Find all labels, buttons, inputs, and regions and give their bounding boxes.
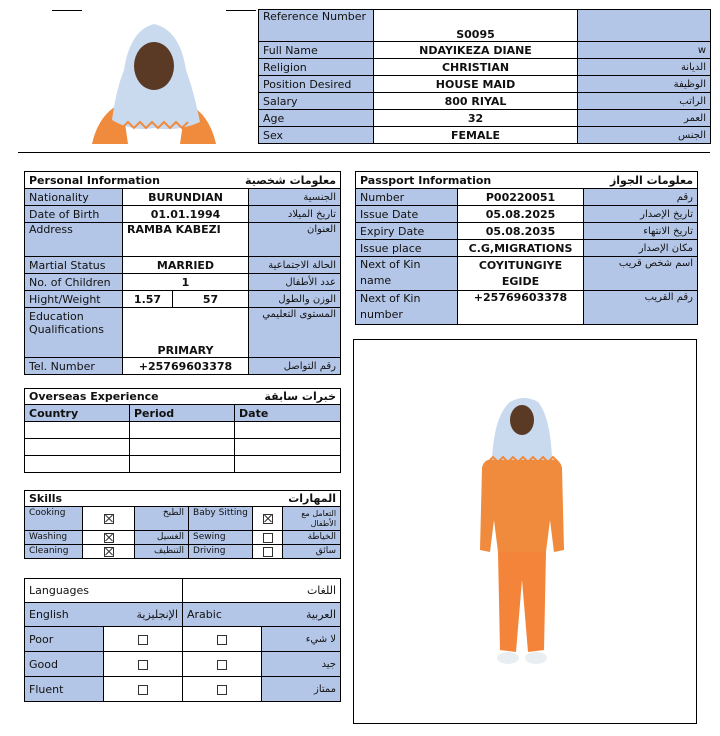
level-poor-ar: لا شيء [262, 627, 341, 652]
level-good-ar: جيد [262, 652, 341, 677]
kin-name-label: Next of Kin name [356, 257, 458, 291]
kin-number-value: +25769603378 [458, 291, 584, 325]
portrait-photo [52, 10, 256, 144]
height-value: 1.57 [123, 291, 173, 308]
religion-label: Religion [259, 59, 374, 76]
children-value: 1 [123, 274, 249, 291]
issue-place-value: C.G,MIGRATIONS [458, 240, 584, 257]
education-label: Education Qualifications [25, 308, 123, 358]
english-header [25, 603, 183, 627]
table-row [25, 422, 341, 439]
arabic-good-checkbox[interactable] [217, 660, 227, 670]
education-value: PRIMARY [123, 308, 249, 358]
personal-info-title: Personal Information [25, 172, 173, 189]
marital-ar: الحالة الاجتماعية [249, 257, 341, 274]
age-ar: العمر [578, 110, 711, 127]
washing-checkbox[interactable] [104, 533, 114, 543]
cleaning-checkbox[interactable] [104, 547, 114, 557]
kin-name-line2: EGIDE [501, 274, 540, 288]
skill-sewing-ar: الخياطة [283, 531, 341, 545]
reference-value: S0095 [374, 10, 578, 42]
english-poor-checkbox[interactable] [138, 635, 148, 645]
weight-value: 57 [173, 291, 249, 308]
level-fluent-ar: ممتاز [262, 677, 341, 702]
personal-info-table [24, 171, 341, 375]
overseas-title: Overseas Experience [25, 389, 235, 405]
marital-label: Martial Status [25, 257, 123, 274]
english-label: English [29, 608, 69, 621]
languages-title-ar: اللغات [183, 579, 341, 603]
sex-value: FEMALE [374, 127, 578, 144]
kin-name-ar: اسم شخص قريب [584, 257, 698, 291]
issue-date-value: 05.08.2025 [458, 206, 584, 223]
dob-label: Date of Birth [25, 206, 123, 223]
skill-cooking: Cooking [25, 507, 83, 531]
tel-label: Tel. Number [25, 358, 123, 375]
overseas-table [24, 388, 341, 473]
expiry-date-label: Expiry Date [356, 223, 458, 240]
section-divider [18, 152, 710, 153]
driving-checkbox[interactable] [263, 547, 273, 557]
skill-sewing: Sewing [189, 531, 253, 545]
english-label-ar: الإنجليزية [136, 608, 178, 621]
issue-date-label: Issue Date [356, 206, 458, 223]
passport-number-ar: رقم [584, 189, 698, 206]
dob-ar: تاريخ الميلاد [249, 206, 341, 223]
table-row [25, 439, 341, 456]
skills-title-ar: المهارات [189, 491, 341, 507]
arabic-fluent-checkbox[interactable] [217, 685, 227, 695]
full-name-label: Full Name [259, 42, 374, 59]
skill-cleaning: Cleaning [25, 545, 83, 559]
level-fluent: Fluent [25, 677, 104, 702]
dob-value: 01.01.1994 [123, 206, 249, 223]
issue-place-ar: مكان الإصدار [584, 240, 698, 257]
address-label: Address [25, 223, 123, 257]
kin-name-line1: COYITUNGIYE [478, 258, 563, 272]
skill-washing: Washing [25, 531, 83, 545]
kin-number-ar: رقم القريب [584, 291, 698, 325]
address-value: RAMBA KABEZI [123, 223, 249, 257]
passport-number-value: P00220051 [458, 189, 584, 206]
header-table [258, 9, 711, 144]
skill-cleaning-ar: التنظيف [135, 545, 189, 559]
tel-ar: رقم التواصل [249, 358, 341, 375]
education-ar: المستوى التعليمي [249, 308, 341, 358]
full-name-value: NDAYIKEZA DIANE [374, 42, 578, 59]
nationality-ar: الجنسية [249, 189, 341, 206]
arabic-label-ar: العربية [305, 608, 337, 621]
skill-driving-ar: سائق [283, 545, 341, 559]
address-ar: العنوان [249, 223, 341, 257]
skills-title: Skills [25, 491, 189, 507]
sex-ar: الجنس [578, 127, 711, 144]
english-fluent-checkbox[interactable] [138, 685, 148, 695]
skill-baby-sitting-ar: التعامل مع الأطفال [283, 507, 341, 531]
full-name-ar: w [578, 42, 711, 59]
sewing-checkbox[interactable] [263, 533, 273, 543]
skill-cooking-ar: الطبخ [135, 507, 189, 531]
marital-value: MARRIED [123, 257, 249, 274]
cooking-checkbox[interactable] [104, 514, 114, 524]
passport-number-label: Number [356, 189, 458, 206]
height-weight-ar: الوزن والطول [249, 291, 341, 308]
baby-sitting-checkbox[interactable] [263, 514, 273, 524]
level-good: Good [25, 652, 104, 677]
salary-label: Salary [259, 93, 374, 110]
religion-ar: الديانة [578, 59, 711, 76]
arabic-label: Arabic [187, 608, 222, 621]
children-ar: عدد الأطفال [249, 274, 341, 291]
age-label: Age [259, 110, 374, 127]
reference-label: Reference Number [259, 10, 374, 42]
tel-value: +25769603378 [123, 358, 249, 375]
level-poor: Poor [25, 627, 104, 652]
personal-info-title-ar: معلومات شخصية [173, 172, 341, 189]
position-ar: الوظيفة [578, 76, 711, 93]
table-row [25, 456, 341, 473]
arabic-poor-checkbox[interactable] [217, 635, 227, 645]
salary-ar: الراتب [578, 93, 711, 110]
overseas-col-period: Period [130, 405, 235, 422]
salary-value: 800 RIYAL [374, 93, 578, 110]
passport-info-title-ar: معلومات الجواز [584, 172, 698, 189]
children-label: No. of Children [25, 274, 123, 291]
expiry-date-ar: تاريخ الانتهاء [584, 223, 698, 240]
overseas-col-country: Country [25, 405, 130, 422]
languages-table [24, 578, 341, 702]
issue-place-label: Issue place [356, 240, 458, 257]
skill-washing-ar: الغسيل [135, 531, 189, 545]
height-weight-label: Hight/Weight [25, 291, 123, 308]
skill-driving: Driving [189, 545, 253, 559]
overseas-title-ar: خبرات سابقة [235, 389, 341, 405]
nationality-label: Nationality [25, 189, 123, 206]
expiry-date-value: 05.08.2035 [458, 223, 584, 240]
kin-name-value [458, 257, 584, 291]
kin-number-label: Next of Kin number [356, 291, 458, 325]
passport-info-table [355, 171, 698, 325]
issue-date-ar: تاريخ الإصدار [584, 206, 698, 223]
languages-title: Languages [25, 579, 183, 603]
arabic-header [183, 603, 341, 627]
religion-value: CHRISTIAN [374, 59, 578, 76]
skill-baby-sitting: Baby Sitting [189, 507, 253, 531]
overseas-col-date: Date [235, 405, 341, 422]
sex-label: Sex [259, 127, 374, 144]
position-value: HOUSE MAID [374, 76, 578, 93]
skills-table [24, 490, 341, 559]
position-label: Position Desired [259, 76, 374, 93]
full-body-photo [353, 339, 697, 724]
english-good-checkbox[interactable] [138, 660, 148, 670]
passport-info-title: Passport Information [356, 172, 584, 189]
nationality-value: BURUNDIAN [123, 189, 249, 206]
age-value: 32 [374, 110, 578, 127]
